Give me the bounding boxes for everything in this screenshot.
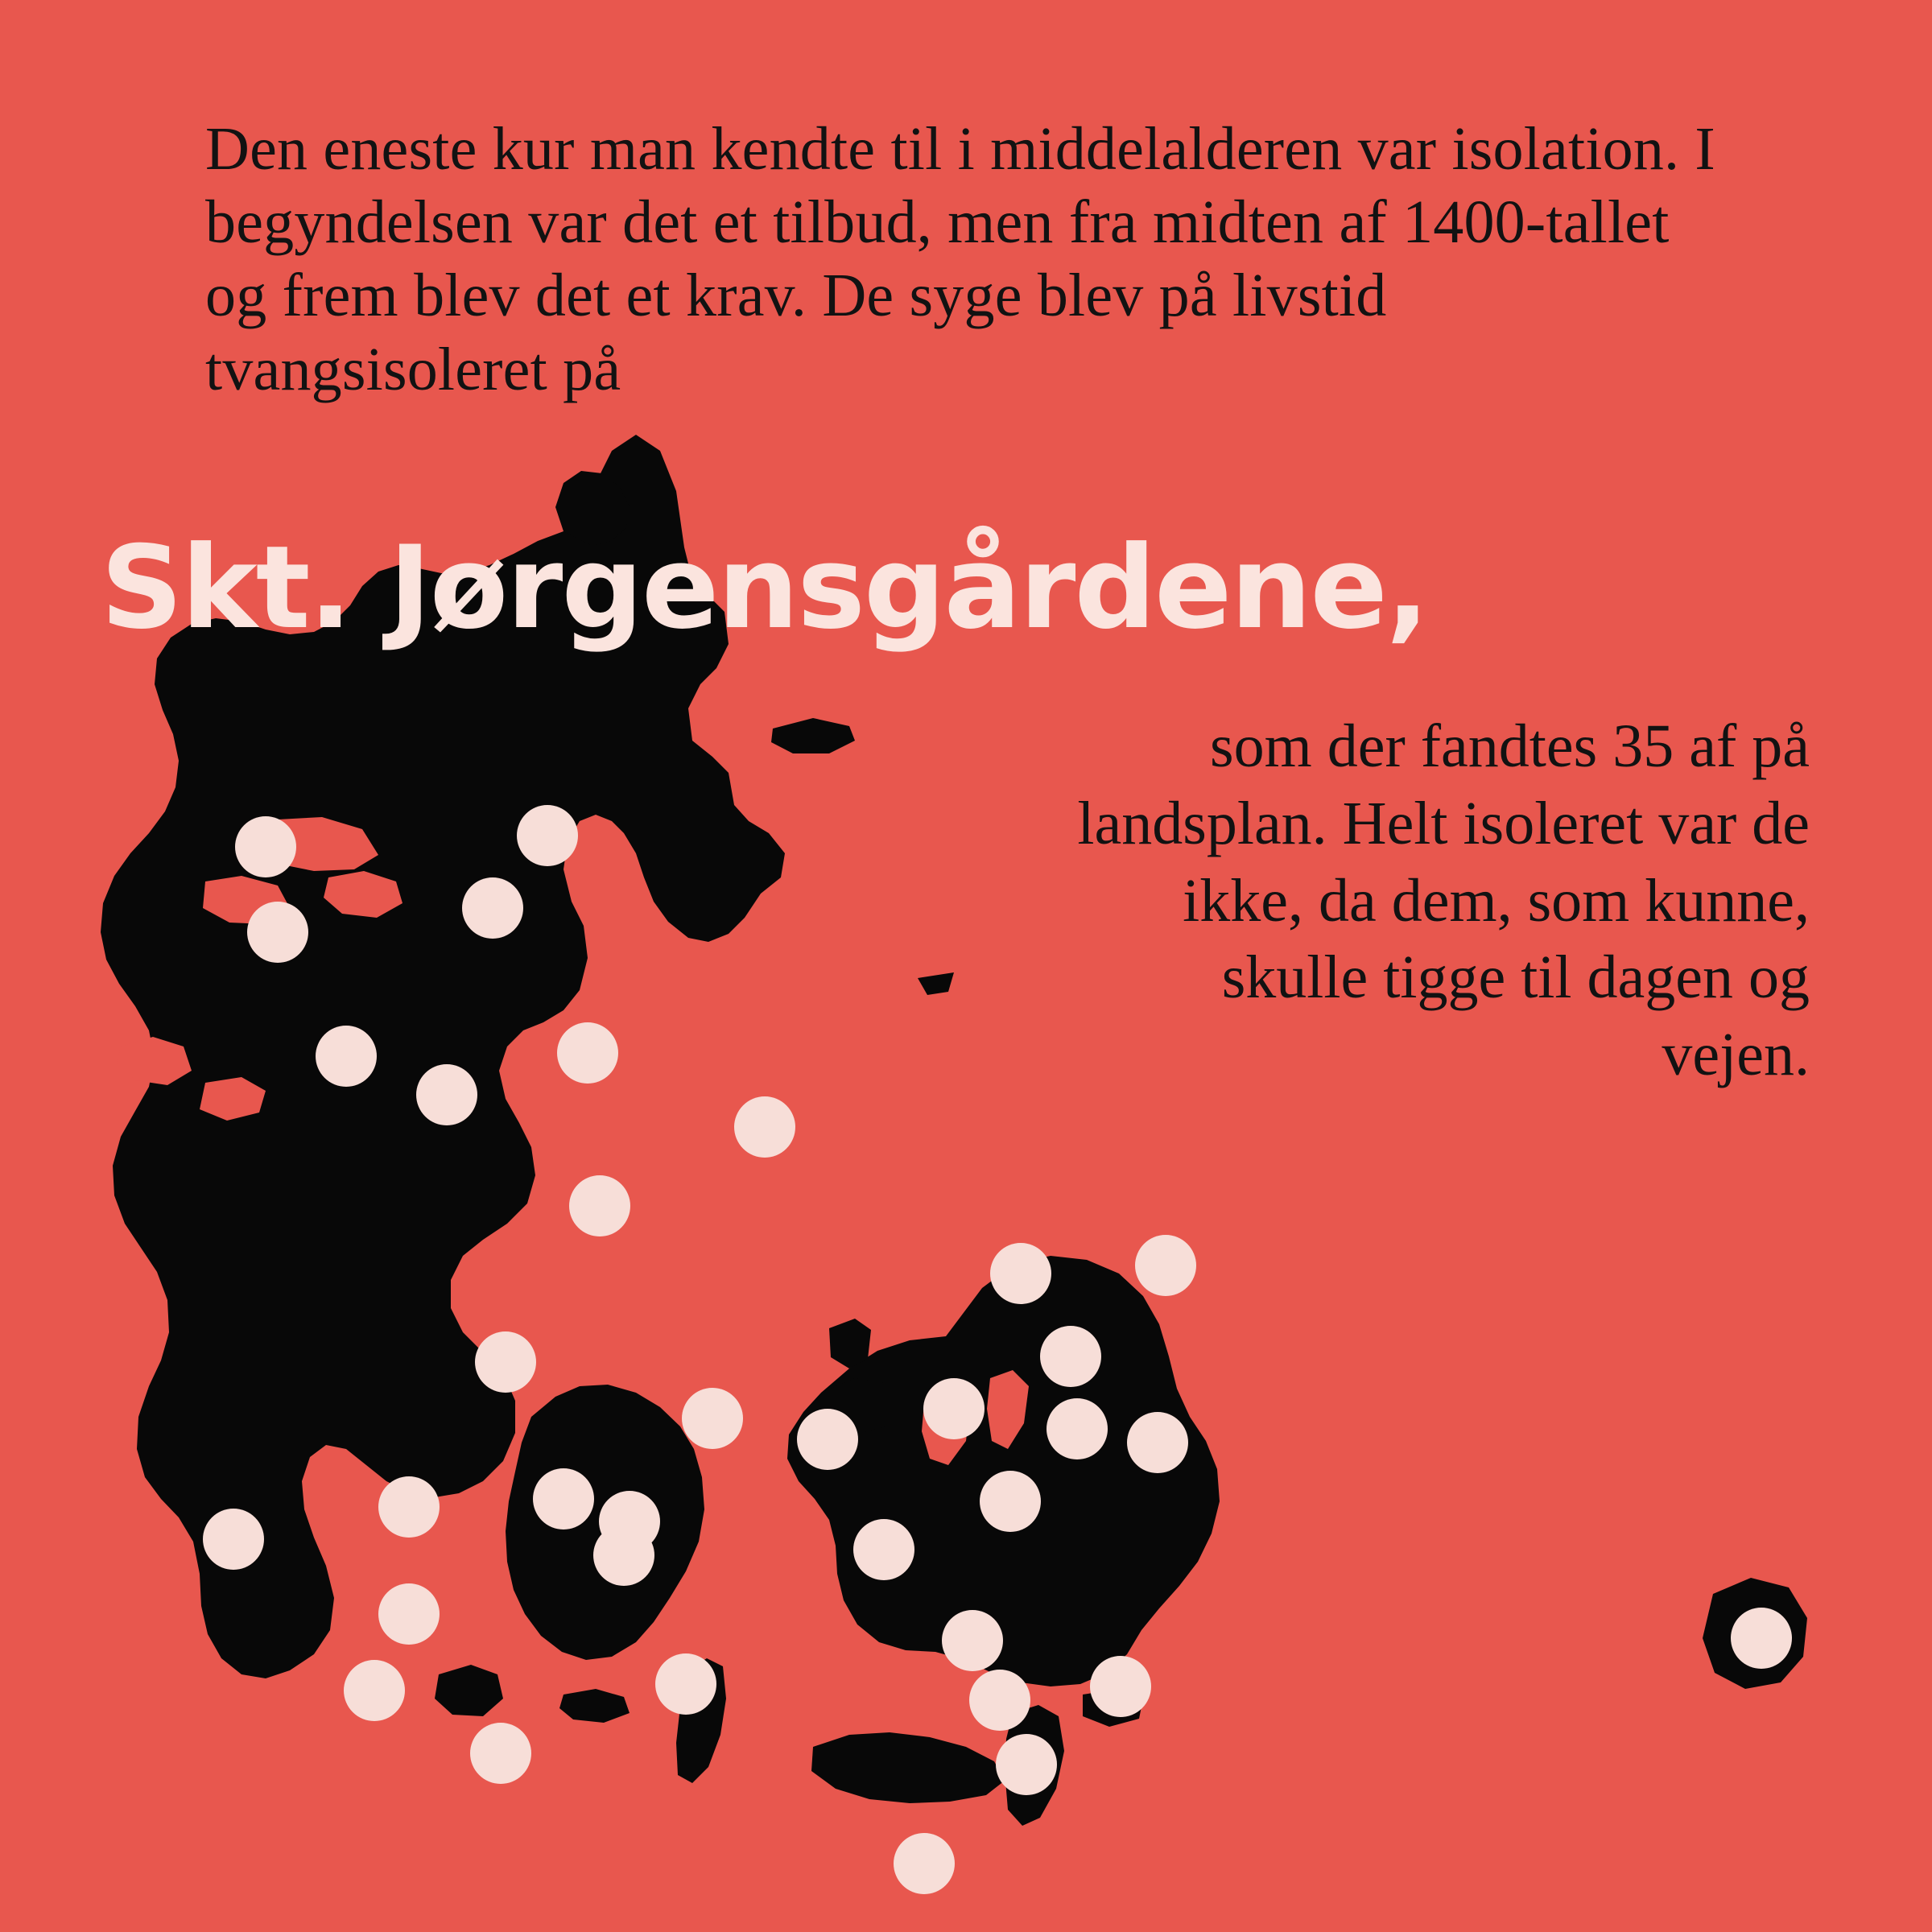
skt-jorgensgaard-location [462, 877, 523, 939]
laeso-island [771, 718, 855, 753]
skt-jorgensgaard-location [1731, 1608, 1792, 1669]
skt-jorgensgaard-location [378, 1583, 440, 1645]
als-island [435, 1665, 503, 1716]
skt-jorgensgaard-location [734, 1096, 795, 1158]
page-title: Skt. Jørgensgårdene, [101, 522, 1428, 654]
side-text: som der fandtes 35 af på landsplan. Helt isoleret var de ikke, da dem, som kunne, skulle tigge til dagen og vejen. [1077, 712, 1810, 1088]
skt-jorgensgaard-location [969, 1670, 1030, 1731]
intro-text: Den eneste kur man kendte til i middelalderen var isolation. I begyndelsen var det et tilbud, men fra midten af 1400-tallet og frem blev det et krav. De syge blev på livstid tvangsisoleret på [205, 115, 1715, 403]
skt-jorgensgaard-location [475, 1331, 536, 1393]
skt-jorgensgaard-location [344, 1660, 405, 1721]
skt-jorgensgaard-location [894, 1833, 955, 1894]
lolland-island [811, 1732, 1005, 1803]
skt-jorgensgaard-location [569, 1175, 630, 1236]
skt-jorgensgaard-location [797, 1409, 858, 1470]
skt-jorgensgaard-location [1046, 1398, 1108, 1459]
skt-jorgensgaard-location [247, 902, 308, 963]
skt-jorgensgaard-location [1127, 1412, 1188, 1473]
skt-jorgensgaard-location [942, 1610, 1003, 1671]
skt-jorgensgaard-location [682, 1388, 743, 1449]
skt-jorgensgaard-location [853, 1519, 914, 1580]
skt-jorgensgaard-location [533, 1468, 594, 1530]
anholt-islet [918, 972, 954, 995]
intro-paragraph [205, 113, 1727, 407]
skt-jorgensgaard-location [996, 1734, 1057, 1795]
skt-jorgensgaard-location [316, 1026, 377, 1087]
skt-jorgensgaard-location [470, 1723, 531, 1784]
skt-jorgensgaard-location [1090, 1656, 1151, 1717]
skt-jorgensgaard-location [1135, 1235, 1196, 1296]
skt-jorgensgaard-location [203, 1509, 264, 1570]
side-paragraph [1061, 708, 1810, 1094]
skt-jorgensgaard-location [557, 1022, 618, 1084]
skt-jorgensgaard-location [655, 1653, 716, 1715]
skt-jorgensgaard-location [517, 805, 578, 866]
skt-jorgensgaard-location [235, 816, 296, 877]
skt-jorgensgaard-location [980, 1471, 1041, 1532]
skt-jorgensgaard-location [923, 1378, 985, 1439]
skt-jorgensgaard-location [990, 1243, 1051, 1304]
skt-jorgensgaard-location [593, 1525, 654, 1586]
aero-island [559, 1689, 630, 1723]
skt-jorgensgaard-location [416, 1064, 477, 1125]
skt-jorgensgaard-location [1040, 1326, 1101, 1387]
skt-jorgensgaard-location [378, 1476, 440, 1538]
